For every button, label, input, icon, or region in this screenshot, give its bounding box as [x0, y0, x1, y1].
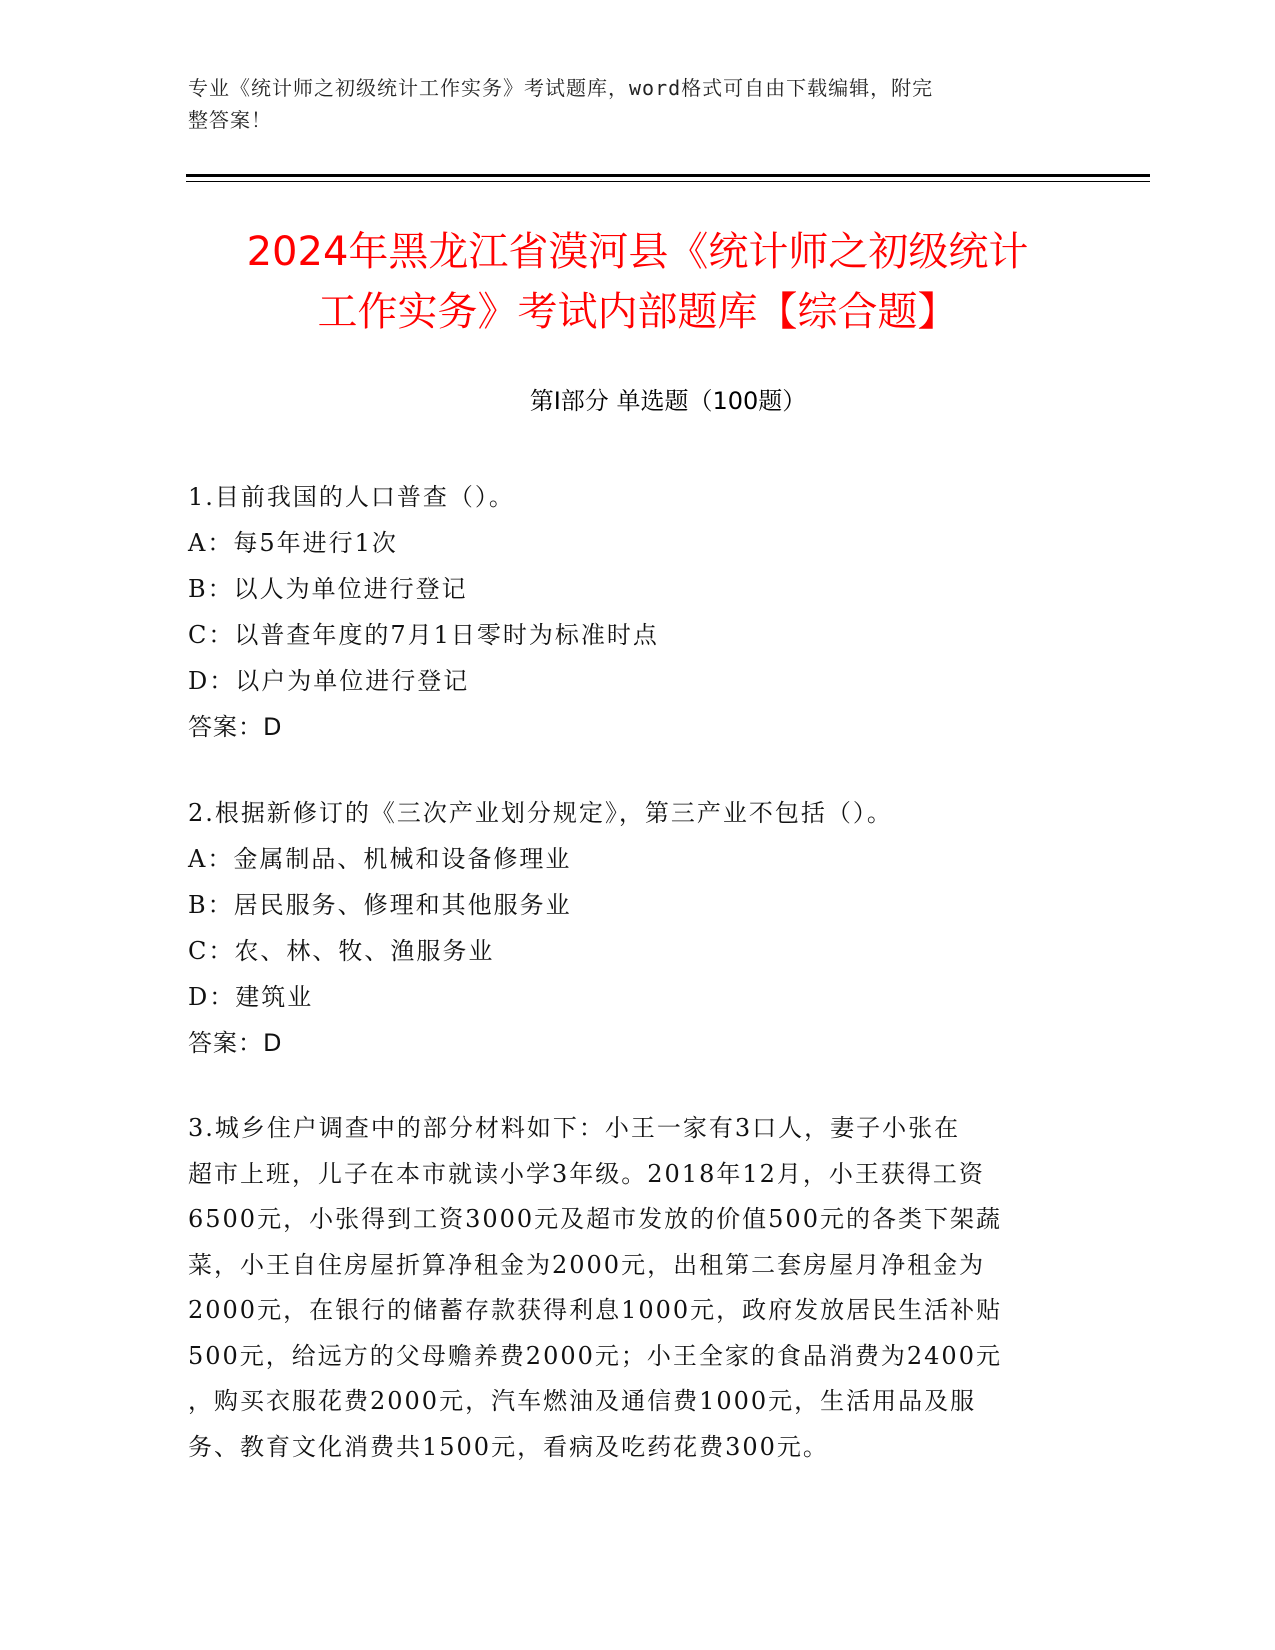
question-stem-line: 超市上班，儿子在本市就读小学3年级。2018年12月，小王获得工资 [188, 1159, 985, 1188]
header-note-line: 专业《统计师之初级统计工作实务》考试题库，word格式可自由下载编辑，附完 [188, 76, 934, 100]
question-stem-line: 务、教育文化消费共1500元，看病及吃药花费300元。 [188, 1432, 829, 1461]
question-stem: 1.目前我国的人口普查（）。 [188, 483, 515, 511]
document-title-line: 工作实务》考试内部题库【综合题】 [317, 289, 958, 335]
option-c: C：农、林、牧、渔服务业 [188, 937, 495, 965]
question-stem-line: 6500元，小张得到工资3000元及超市发放的价值500元的各类下架蔬 [188, 1205, 1002, 1233]
question-stem-line: 500元，给远方的父母赡养费2000元；小王全家的食品消费为2400元 [188, 1341, 1002, 1370]
question-list [188, 474, 1078, 1470]
answer: 答案：D [188, 713, 283, 741]
option-d: D：以户为单位进行登记 [188, 667, 470, 695]
option-c: C：以普查年度的7月1日零时为标准时点 [188, 621, 659, 649]
header-note-line: 整答案！ [188, 108, 272, 132]
question-1 [188, 474, 1078, 750]
question-stem-line: ，购买衣服花费2000元，汽车燃油及通信费1000元，生活用品及服 [188, 1387, 977, 1415]
question-stem-line: 3.城乡住户调查中的部分材料如下：小王一家有3口人，妻子小张在 [188, 1114, 961, 1142]
header-note [188, 72, 1068, 136]
answer: 答案：D [188, 1029, 283, 1057]
option-b: B：居民服务、修理和其他服务业 [188, 891, 572, 919]
option-a: A：金属制品、机械和设备修理业 [188, 845, 572, 873]
spacer [188, 1066, 1078, 1106]
question-2 [188, 790, 1078, 1066]
header-divider-thin [186, 181, 1150, 182]
question-3 [188, 1106, 1078, 1470]
spacer [188, 750, 1078, 790]
question-stem-line: 2000元，在银行的储蓄存款获得利息1000元，政府发放居民生活补贴 [188, 1296, 1003, 1324]
header-divider-thick [186, 174, 1150, 177]
document-title-line: 2024年黑龙江省漠河县《统计师之初级统计 [246, 229, 1029, 275]
option-b: B：以人为单位进行登记 [188, 575, 468, 603]
question-stem-line: 菜，小王自住房屋折算净租金为2000元，出租第二套房屋月净租金为 [188, 1250, 986, 1279]
document-title [160, 222, 1115, 342]
option-d: D：建筑业 [188, 983, 314, 1011]
section-heading: 第Ⅰ部分 单选题（100题） [529, 387, 807, 415]
option-a: A：每5年进行1次 [188, 529, 398, 557]
question-stem: 2.根据新修订的《三次产业划分规定》，第三产业不包括（）。 [188, 799, 893, 827]
